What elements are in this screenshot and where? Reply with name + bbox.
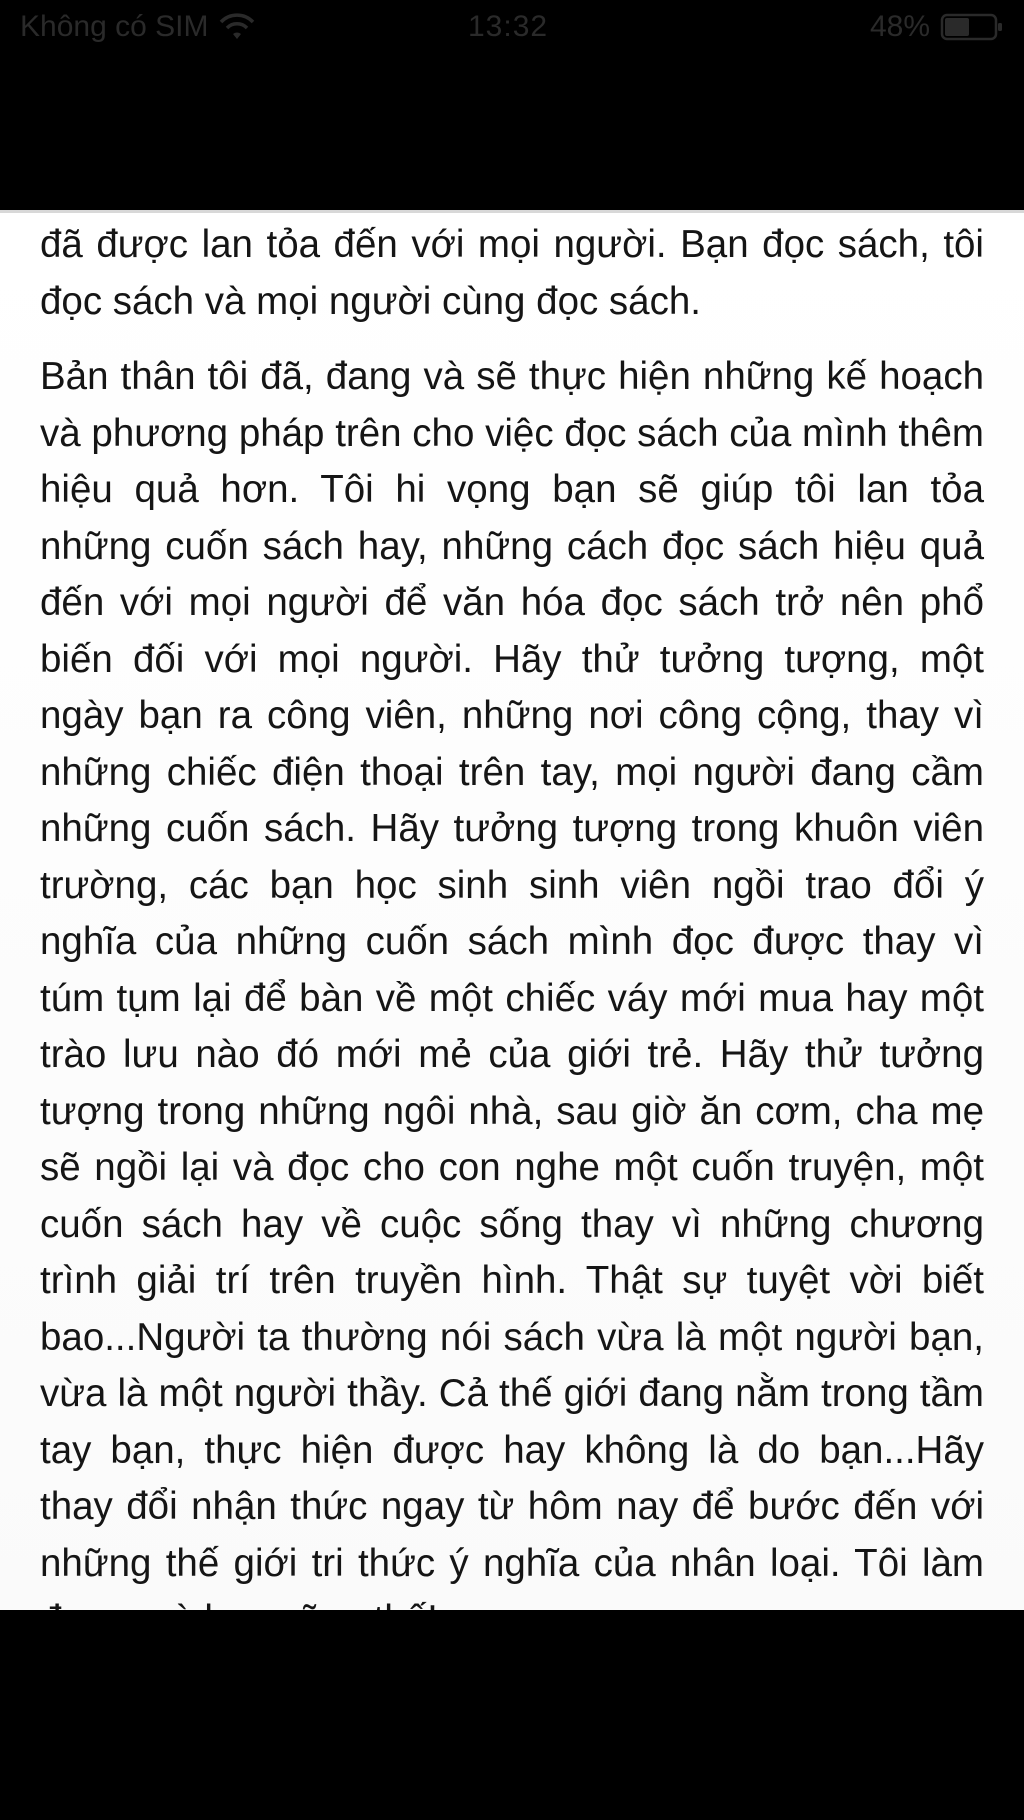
status-left xyxy=(20,10,256,44)
carrier-label: Không có SIM xyxy=(20,10,209,43)
battery-icon xyxy=(940,12,1004,42)
status-time: 13:32 xyxy=(468,10,549,43)
battery-percent: 48% xyxy=(869,10,930,43)
article-paragraph: đã được lan tỏa đến với mọi người. Bạn đọc sách, tôi đọc sách và mọi người cùng đọc sách. xyxy=(40,223,984,323)
article-paragraph: Bản thân tôi đã, đang và sẽ thực hiện những kế hoạch và phương pháp trên cho việc đọc sách của mình thêm hiệu quả hơn. Tôi hi vọng bạn sẽ giúp tôi lan tỏa những cuốn sách hay, những cách đọc sách hiệu quả đến với mọi người để văn hóa đọc sách trở nên phổ biến đối với mọi người. Hãy thử tưởng tượng, một ngày bạn ra công viên, những nơi công cộng, thay vì những chiếc điện thoại trên tay, mọi người đang cầm những cuốn sách. Hãy tưởng tượng trong khuôn viên trường, các bạn học sinh sinh viên ngồi trao đổi ý nghĩa của những cuốn sách mình đọc được thay vì túm tụm lại để bàn về một chiếc váy mới mua hay một trào lưu nào đó mới mẻ của giới trẻ. Hãy thử tưởng tượng trong những ngôi nhà, sau giờ ăn cơm, cha mẹ sẽ ngồi lại và đọc cho con nghe một cuốn truyện, một cuốn sách hay về cuộc sống thay vì những chương trình giải trí trên truyền hình. Thật sự tuyệt vời biết bao...Người ta thường nói sách vừa là một người bạn, vừa là một người thầy. Cả thế giới đang nằm trong tầm tay bạn, thực hiện được hay không là do bạn...Hãy thay đổi nhận thức ngay từ hôm nay để bước đến với những thế giới tri thức ý nghĩa của nhân loại. Tôi làm xyxy=(40,355,984,1585)
status-bar xyxy=(0,0,1024,58)
wifi-icon xyxy=(218,12,256,42)
article-content[interactable] xyxy=(0,210,1024,1610)
bottom-blank-area xyxy=(0,1610,1024,1820)
status-right xyxy=(870,10,1004,44)
